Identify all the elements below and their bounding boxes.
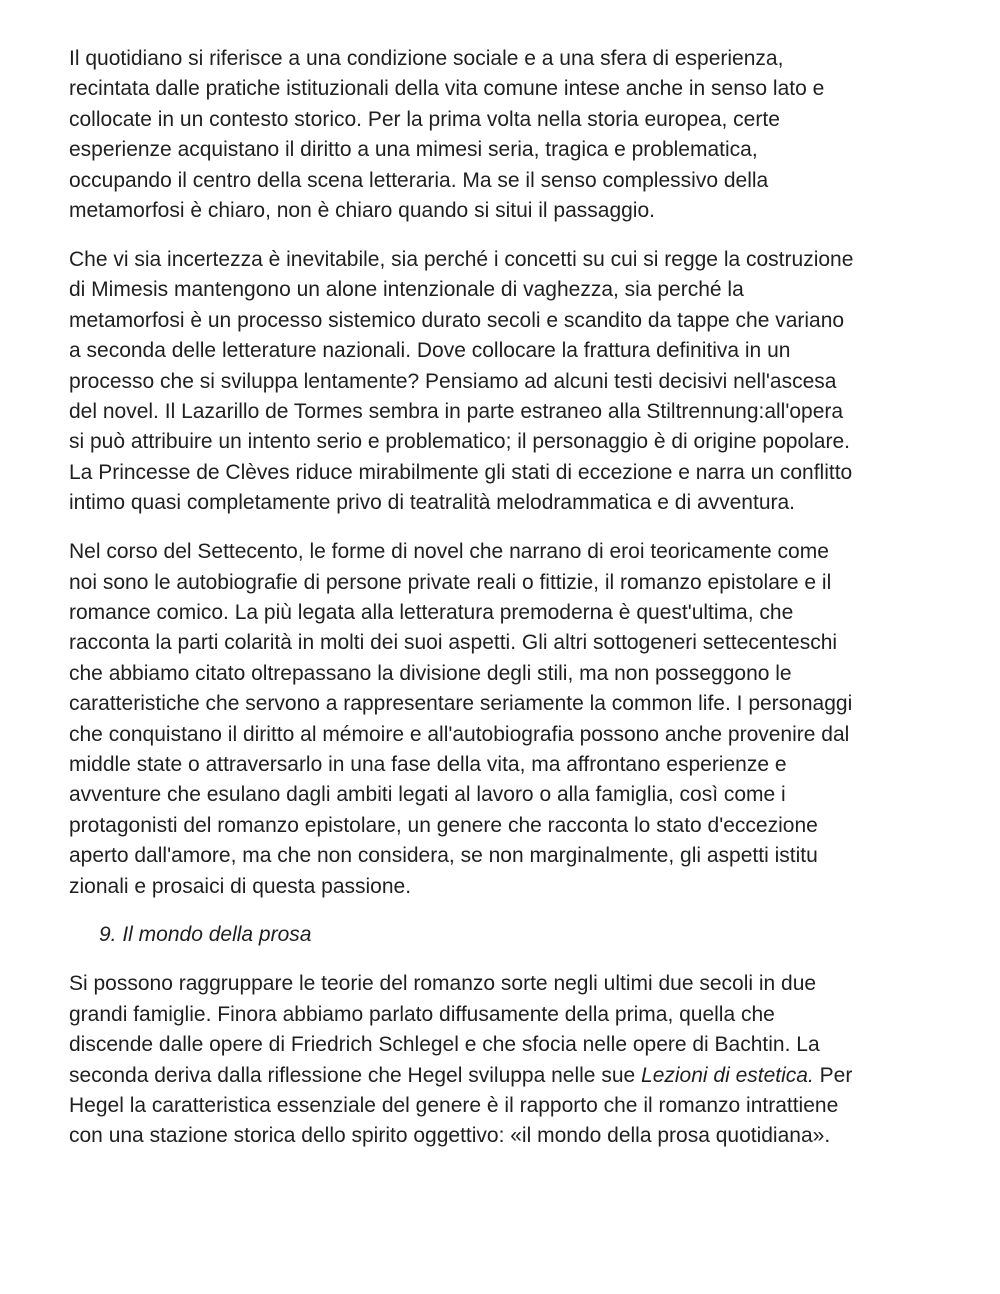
book-title-italic: Lezioni di estetica. xyxy=(641,1063,814,1087)
document-page xyxy=(69,44,949,1170)
paragraph-text-after: Per Hegel la caratteristica essenziale del genere è il rapporto che il romanzo intrattiene con una stazione storica dello spirito oggettivo: «il mondo della prosa quotidiana». xyxy=(69,1063,853,1148)
paragraph-teorie-romanzo xyxy=(69,969,949,1151)
paragraph-settecento: Nel corso del Settecento, le forme di novel che narrano di eroi teoricamente come noi sono le autobiografie di persone private reali o fittizie, il romanzo epistolare e il romance comico. La più legata alla letteratura premoderna è quest'ultima, che racconta la parti colarità in molti dei suoi aspetti. Gli altri sottogeneri settecenteschi che abbiamo citato oltrepassano la divisione degli stili, ma non posseggono le caratteristiche che servono a rappresentare seriamente la common life. I personaggi che conquistano il diritto al mémoire e all'autobiografia possono anche provenire dal middle state o attraversarlo in una fase della vita, ma affrontano esperienze e avventure che esulano dagli ambiti legati al lavoro o alla famiglia, così come i protagonisti del romanzo epistolare, un genere che racconta lo stato d'eccezione aperto dall'amore, ma che non considera, se non marginalmente, gli aspetti istitu zionali e prosaici di questa passione. xyxy=(69,540,853,898)
paragraph-quotidiano: Il quotidiano si riferisce a una condizione sociale e a una sfera di esperienza, recintata dalle pratiche istituzionali della vita comune intese anche in senso lato e collocate in un contesto storico. Per la prima volta nella storia europea, certe esperienze acquistano il diritto a una mimesi seria, tragica e problematica, occupando il centro della scena letteraria. Ma se il senso complessivo della metamorfosi è chiaro, non è chiaro quando si situi il passaggio. xyxy=(69,47,825,223)
section-heading: 9. Il mondo della prosa xyxy=(99,923,312,947)
paragraph-incertezza: Che vi sia incertezza è inevitabile, sia perché i concetti su cui si regge la costruzione di Mimesis mantengono un alone intenzionale di vaghezza, sia perché la metamorfosi è un processo sistemico durato secoli e scandito da tappe che variano a seconda delle letterature nazionali. Dove collocare la frattura definitiva in un processo che si sviluppa lentamente? Pensiamo ad alcuni testi decisivi nell'ascesa del novel. Il Lazarillo de Tormes sembra in parte estraneo alla Stiltrennung:all'opera si può attribuire un intento serio e problematico; il personaggio è di origine popolare. La Princesse de Clèves riduce mirabilmente gli stati di eccezione e narra un conflitto intimo quasi completamente privo di teatralità melodrammatica e di avventura. xyxy=(69,247,854,515)
paragraph-text-before: Si possono raggruppare le teorie del romanzo sorte negli ultimi due secoli in due grandi famiglie. Finora abbiamo parlato diffusamente della prima, quella che discende dalle opere di Friedrich Schlegel e che sfocia nelle opere di Bachtin. La seconda deriva dalla riflessione che Hegel sviluppa nelle sue xyxy=(69,972,820,1087)
